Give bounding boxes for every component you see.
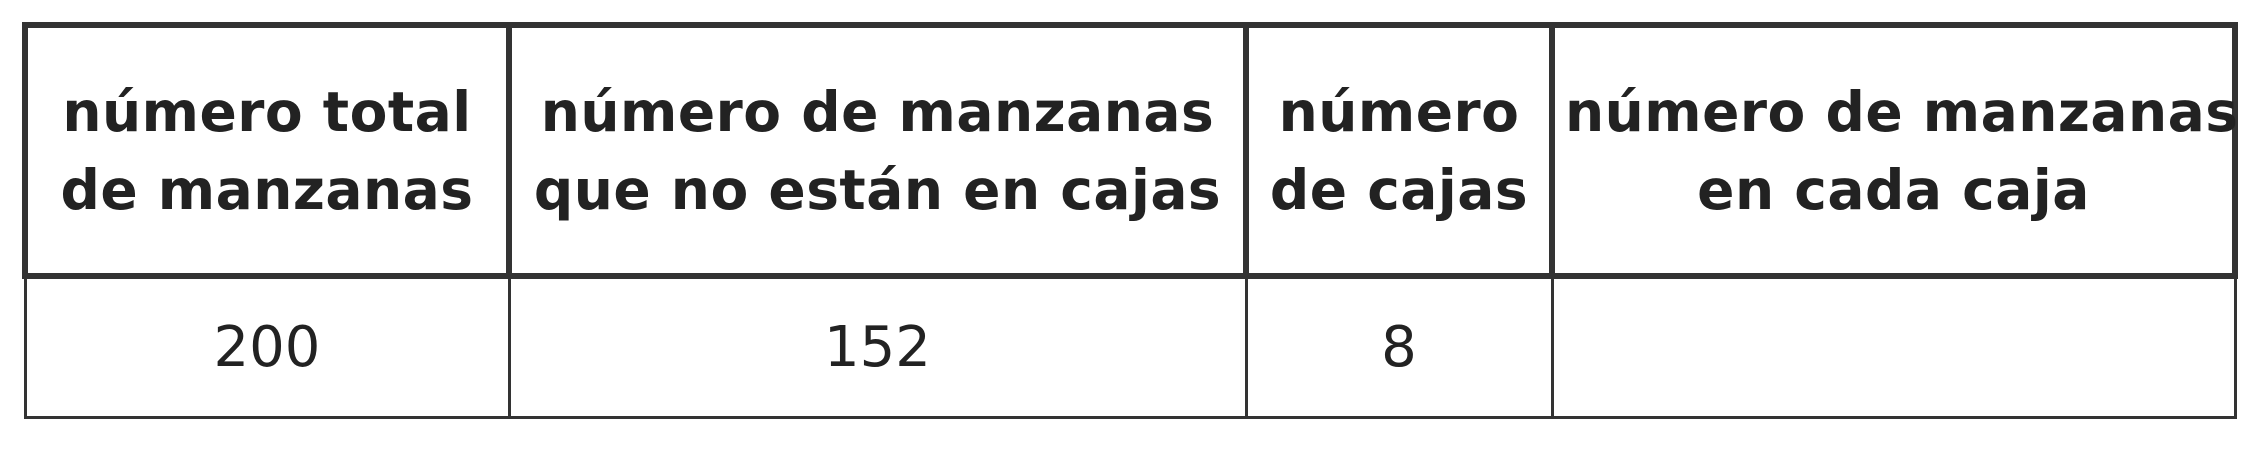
cell-total-apples: 200: [25, 276, 509, 418]
header-box-count-line1: número: [1278, 79, 1520, 144]
header-loose-apples: [509, 25, 1246, 276]
header-loose-apples-line1: número de manzanas: [540, 79, 1215, 144]
table-row: [25, 276, 2235, 418]
cell-loose-apples: 152: [509, 276, 1246, 418]
header-apples-per-box-line2: en cada caja: [1697, 157, 2090, 222]
header-total-apples-line1: número total: [62, 79, 472, 144]
header-total-apples-line2: de manzanas: [60, 157, 474, 222]
apples-table-container: [22, 22, 2239, 419]
header-total-apples: [25, 25, 509, 276]
header-apples-per-box: [1552, 25, 2239, 276]
cell-apples-per-box[interactable]: [1552, 276, 2235, 418]
apples-table: [22, 22, 2238, 419]
header-apples-per-box-line1: número de manzanas: [1565, 79, 2239, 144]
header-loose-apples-line2: que no están en cajas: [533, 157, 1222, 222]
cell-box-count: 8: [1246, 276, 1552, 418]
header-box-count-line2: de cajas: [1269, 157, 1529, 222]
header-box-count: [1246, 25, 1552, 276]
header-row: [25, 25, 2235, 276]
